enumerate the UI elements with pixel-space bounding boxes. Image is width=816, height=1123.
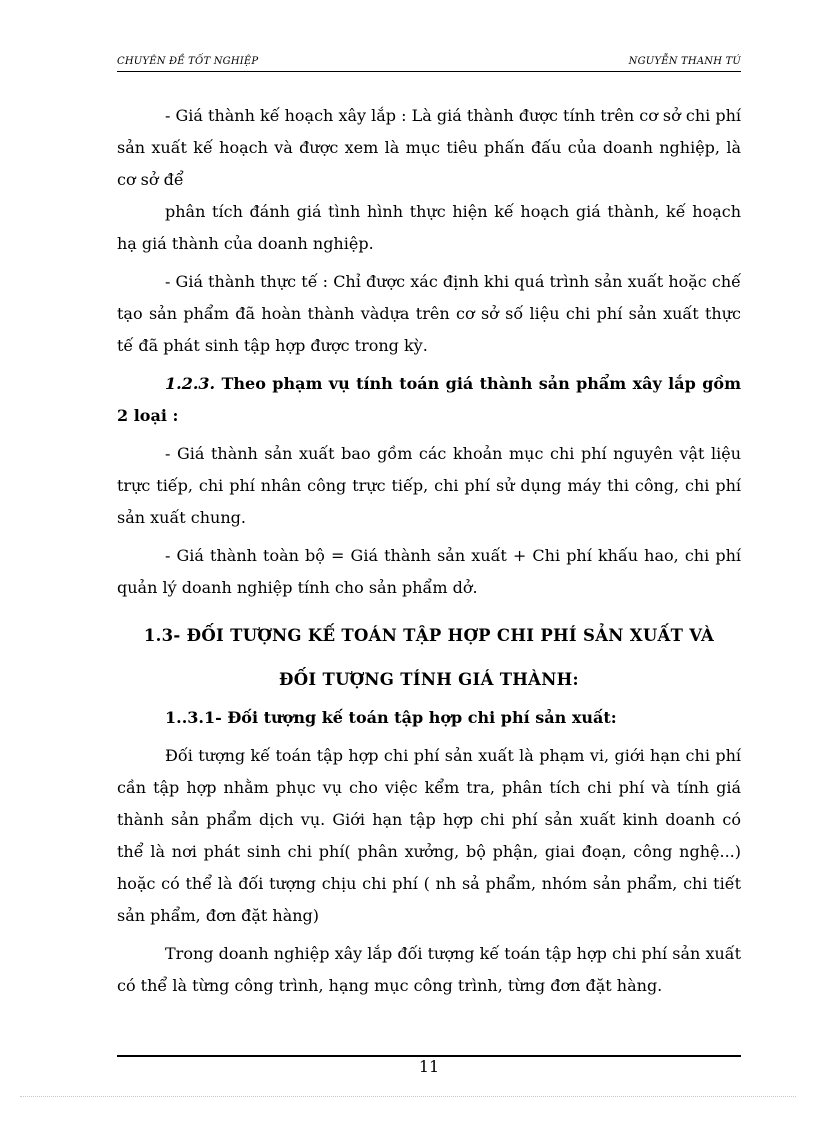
page-number: 11 xyxy=(418,1057,440,1076)
page-body xyxy=(117,100,741,1002)
heading-1-2-3 xyxy=(117,368,741,432)
paragraph-actual-cost: - Giá thành thực tế : Chỉ được xác định khi quá trình sản xuất hoặc chế tạo sản phẩm đã hoàn thành vàdựa trên cơ sở số liệu chi phí sản xuất thực tế đã phát sinh tập hợp được trong kỳ. xyxy=(117,272,741,355)
heading-1-3-1: 1..3.1- Đối tượng kế toán tập hợp chi phí sản xuất: xyxy=(165,708,617,727)
paragraph-planned-cost: - Giá thành kế hoạch xây lắp : Là giá thành được tính trên cơ sở chi phí sản xuất kế hoạch và được xem là mục tiêu phấn đấu của doanh nghiệp, là cơ sở để xyxy=(117,106,741,189)
page-header xyxy=(117,56,741,72)
header-rule xyxy=(117,71,741,72)
section-1-3-title-line-1: 1.3- ĐỐI TƯỢNG KẾ TOÁN TẬP HỢP CHI PHÍ SẢN XUẤT VÀ xyxy=(143,626,715,645)
paragraph-planned-cost-cont: phân tích đánh giá tình hình thực hiện kế hoạch giá thành, kế hoạch hạ giá thành của doanh nghiệp. xyxy=(117,202,741,253)
header-left-title: CHUYÊN ĐỀ TỐT NGHIỆP xyxy=(117,56,259,67)
paragraph-construction-cost-object: Trong doanh nghiệp xây lắp đối tượng kế toán tập hợp chi phí sản xuất có thể là từng công trình, hạng mục công trình, từng đơn đặt hàng. xyxy=(117,944,741,995)
paragraph-cost-object: Đối tượng kế toán tập hợp chi phí sản xuất là phạm vi, giới hạn chi phí cần tập hợp nhằm phục vụ cho việc kểm tra, phân tích chi phí và tính giá thành sản phẩm dịch vụ. Giới hạn tập hợp chi phí sản xuất kinh doanh có thể là nơi phát sinh chi phí( phân xưởng, bộ phận, giai đoạn, công nghệ...) hoặc có thể là đối tượng chịu chi phí ( nh sả phẩm, nhóm sản phẩm, chi tiết sản phẩm, đơn đặt hàng) xyxy=(117,746,741,925)
heading-1-2-3-number: 1.2.3. xyxy=(165,374,216,393)
heading-1-2-3-text: Theo phạm vụ tính toán giá thành sản phẩm xây lắp gồm 2 loại : xyxy=(117,374,741,425)
paragraph-production-cost: - Giá thành sản xuất bao gồm các khoản mục chi phí nguyên vật liệu trực tiếp, chi phí nhân công trực tiếp, chi phí sử dụng máy thi công, chi phí sản xuất chung. xyxy=(117,444,741,527)
header-right-author: NGUYỄN THANH TÚ xyxy=(628,56,741,67)
section-1-3-title-line-2: ĐỐI TƯỢNG TÍNH GIÁ THÀNH: xyxy=(279,670,579,689)
page-bottom-edge xyxy=(20,1096,796,1097)
paragraph-total-cost: - Giá thành toàn bộ = Giá thành sản xuất + Chi phí khấu hao, chi phí quản lý doanh nghiệp tính cho sản phẩm dở. xyxy=(117,546,741,597)
